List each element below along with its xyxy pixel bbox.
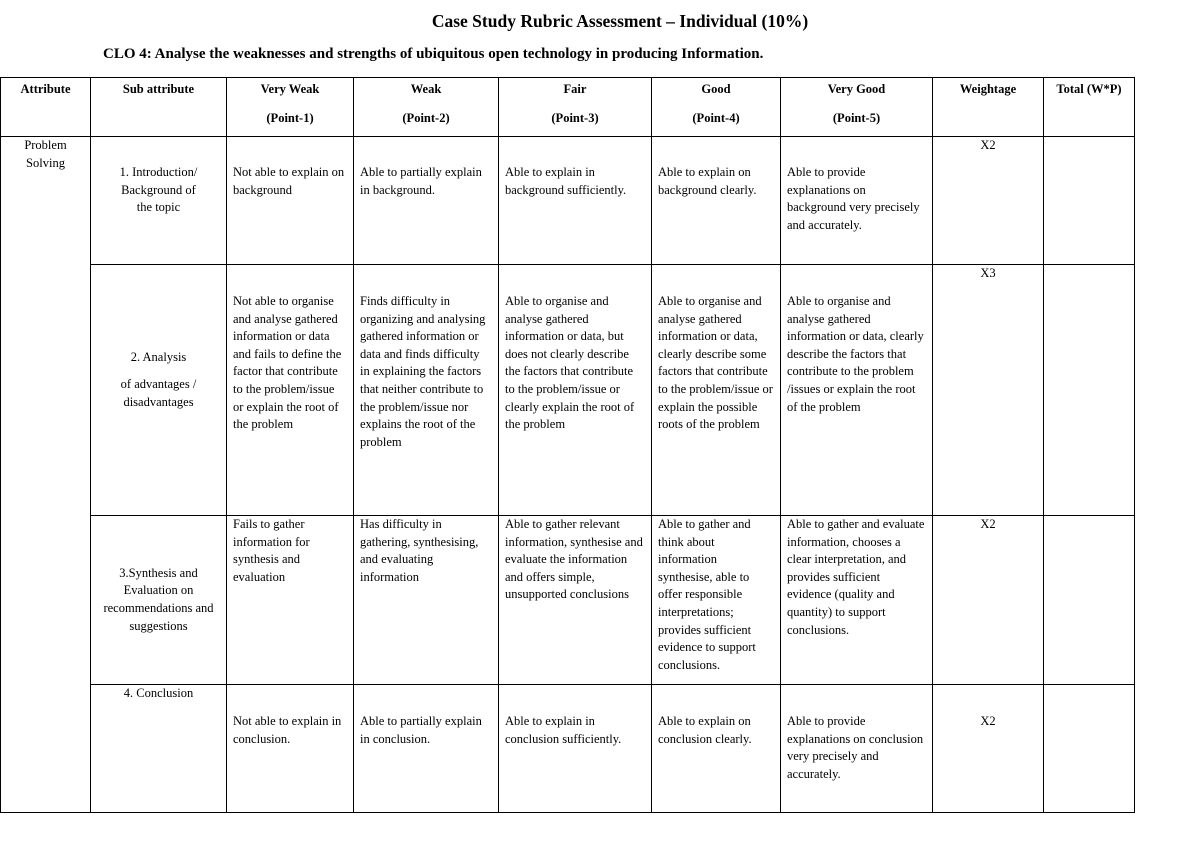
sub-attribute-cell: 4. Conclusion	[91, 685, 227, 813]
level-cell: Able to explain on conclusion clearly.	[652, 685, 781, 813]
header-fair: Fair (Point-3)	[499, 78, 652, 137]
level-cell: Not able to explain on background	[227, 137, 354, 265]
weightage-cell: X2	[933, 516, 1044, 685]
header-row	[1, 78, 1135, 137]
weightage-cell: X2	[933, 137, 1044, 265]
document-title: Case Study Rubric Assessment – Individual (10%)	[431, 11, 809, 31]
level-cell: Finds difficulty in organizing and analysing gathered information or data and finds difficulty in explaining the factors that neither contribute to the problem/issue nor explains the root of the problem	[354, 265, 499, 516]
level-cell: Able to partially explain in background.	[354, 137, 499, 265]
level-cell: Able to explain in conclusion sufficiently.	[499, 685, 652, 813]
header-very-weak: Very Weak (Point-1)	[227, 78, 354, 137]
total-cell	[1044, 685, 1135, 813]
table-row	[1, 685, 1135, 813]
level-cell: Able to provide explanations on conclusion very precisely and accurately.	[781, 685, 933, 813]
header-weightage: Weightage	[933, 78, 1044, 137]
total-cell	[1044, 265, 1135, 516]
sub-attribute-cell: 2. Analysis of advantages / disadvantages	[91, 265, 227, 516]
header-very-good: Very Good (Point-5)	[781, 78, 933, 137]
level-cell: Not able to organise and analyse gathered information or data and fails to define the factor that contribute to the problem/issue or explain the root of the problem	[227, 265, 354, 516]
level-cell: Able to gather and evaluate information, chooses a clear interpretation, and provides sufficient evidence (quality and quantity) to support conclusions.	[781, 516, 933, 685]
level-cell: Fails to gather information for synthesis and evaluation	[227, 516, 354, 685]
header-weak: Weak (Point-2)	[354, 78, 499, 137]
level-cell: Able to organise and analyse gathered information or data, clearly describe the factors that contribute to the problem /issues or explain the root of the problem	[781, 265, 933, 516]
level-cell: Able to provide explanations on background very precisely and accurately.	[781, 137, 933, 265]
weightage-cell: X3	[933, 265, 1044, 516]
level-cell: Has difficulty in gathering, synthesising, and evaluating information	[354, 516, 499, 685]
attribute-cell: Problem Solving	[1, 137, 91, 813]
header-sub-attribute: Sub attribute	[91, 78, 227, 137]
level-cell: Able to partially explain in conclusion.	[354, 685, 499, 813]
header-total: Total (W*P)	[1044, 78, 1135, 137]
level-cell: Able to organise and analyse gathered information or data, but does not clearly describe the factors that contribute to the problem/issue or clearly explain the root of the problem	[499, 265, 652, 516]
level-cell: Able to gather and think about information synthesise, able to offer responsible interpretations; provides sufficient evidence to support conclusions.	[652, 516, 781, 685]
sub-attribute-cell: 1. Introduction/ Background of the topic	[91, 137, 227, 265]
level-cell: Not able to explain in conclusion.	[227, 685, 354, 813]
level-cell: Able to gather relevant information, synthesise and evaluate the information and offers simple, unsupported conclusions	[499, 516, 652, 685]
sub-attribute-cell: 3.Synthesis and Evaluation on recommendations and suggestions	[91, 516, 227, 685]
total-cell	[1044, 137, 1135, 265]
table-row	[1, 516, 1135, 685]
header-attribute: Attribute	[1, 78, 91, 137]
total-cell	[1044, 516, 1135, 685]
header-good: Good (Point-4)	[652, 78, 781, 137]
level-cell: Able to explain on background clearly.	[652, 137, 781, 265]
level-cell: Able to explain in background sufficiently.	[499, 137, 652, 265]
level-cell: Able to organise and analyse gathered information or data, clearly describe some factors that contribute to the problem/issue or explain the possible roots of the problem	[652, 265, 781, 516]
weightage-cell: X2	[933, 685, 1044, 813]
clo-statement: CLO 4: Analyse the weaknesses and strengths of ubiquitous open technology in producing Information.	[103, 46, 764, 62]
table-row	[1, 137, 1135, 265]
rubric-table	[0, 77, 1135, 813]
table-row	[1, 265, 1135, 516]
